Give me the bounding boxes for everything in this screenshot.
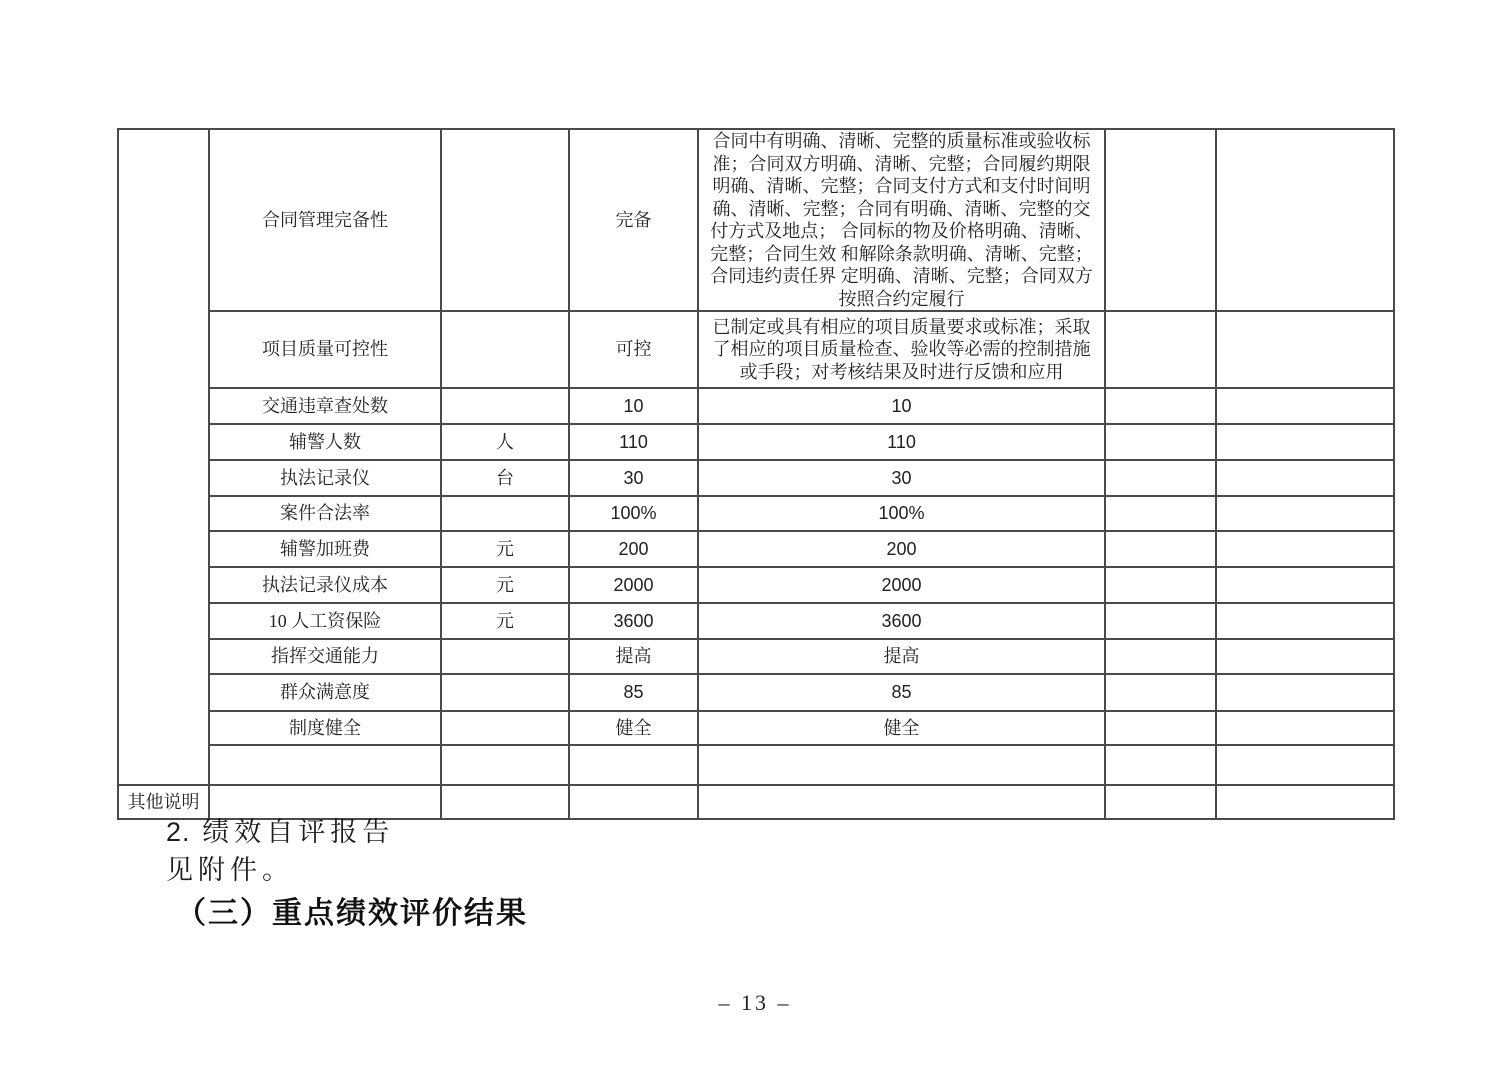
indicator-name-cell: 案件合法率 xyxy=(209,496,441,531)
description-cell: 提高 xyxy=(698,639,1105,674)
eval-cell-2 xyxy=(1216,603,1394,639)
value-cell: 2000 xyxy=(569,567,698,603)
indicator-name-cell: 辅警人数 xyxy=(209,424,441,460)
indicator-name-cell: 执法记录仪成本 xyxy=(209,567,441,603)
eval-cell-1 xyxy=(1105,424,1216,460)
table-row xyxy=(118,567,1394,603)
eval-cell-2 xyxy=(1216,388,1394,424)
table-row xyxy=(118,531,1394,567)
table-row xyxy=(118,424,1394,460)
eval-cell-2 xyxy=(1216,674,1394,711)
self-eval-report-text: 绩效自评报告 xyxy=(202,817,395,847)
value-cell: 健全 xyxy=(569,711,698,745)
indicator-name-cell: 合同管理完备性 xyxy=(209,129,441,311)
indicator-name-cell: 10 人工资保险 xyxy=(209,603,441,639)
eval-cell-1 xyxy=(1105,639,1216,674)
unit-cell xyxy=(441,785,569,819)
other-note-label: 其他说明 xyxy=(118,785,209,819)
unit-cell xyxy=(441,745,569,785)
value-cell: 30 xyxy=(569,460,698,496)
description-cell: 健全 xyxy=(698,711,1105,745)
value-cell: 85 xyxy=(569,674,698,711)
unit-cell xyxy=(441,129,569,311)
eval-cell-2 xyxy=(1216,129,1394,311)
table-row xyxy=(118,674,1394,711)
description-cell: 3600 xyxy=(698,603,1105,639)
indicator-name-cell: 辅警加班费 xyxy=(209,531,441,567)
eval-cell-2 xyxy=(1216,311,1394,388)
table-row xyxy=(118,388,1394,424)
indicator-name-cell: 群众满意度 xyxy=(209,674,441,711)
description-cell: 10 xyxy=(698,388,1105,424)
value-cell: 提高 xyxy=(569,639,698,674)
indicator-name-cell: 项目质量可控性 xyxy=(209,311,441,388)
unit-cell: 元 xyxy=(441,567,569,603)
eval-cell-1 xyxy=(1105,460,1216,496)
eval-cell-1 xyxy=(1105,388,1216,424)
self-eval-report-line xyxy=(166,810,394,849)
unit-cell xyxy=(441,311,569,388)
eval-cell-1 xyxy=(1105,531,1216,567)
merged-left-cell xyxy=(118,129,209,785)
table-row xyxy=(118,603,1394,639)
unit-cell xyxy=(441,388,569,424)
indicator-name-cell: 执法记录仪 xyxy=(209,460,441,496)
description-cell: 已制定或具有相应的项目质量要求或标准；采取了相应的项目质量检查、验收等必需的控制措施或手段；对考核结果及时进行反馈和应用 xyxy=(698,311,1105,388)
table-row xyxy=(118,496,1394,531)
table-row-empty xyxy=(118,745,1394,785)
eval-cell-1 xyxy=(1105,496,1216,531)
unit-cell xyxy=(441,711,569,745)
table-row xyxy=(118,460,1394,496)
eval-cell-2 xyxy=(1216,460,1394,496)
eval-cell-1 xyxy=(1105,785,1216,819)
indicator-name-cell: 制度健全 xyxy=(209,711,441,745)
description-cell: 110 xyxy=(698,424,1105,460)
list-number: 2. xyxy=(166,817,191,847)
unit-cell: 人 xyxy=(441,424,569,460)
eval-cell-2 xyxy=(1216,567,1394,603)
description-cell: 85 xyxy=(698,674,1105,711)
description-cell: 2000 xyxy=(698,567,1105,603)
value-cell: 完备 xyxy=(569,129,698,311)
description-cell: 30 xyxy=(698,460,1105,496)
table-row xyxy=(118,129,1394,311)
value-cell: 200 xyxy=(569,531,698,567)
unit-cell: 元 xyxy=(441,531,569,567)
see-attachment-line: 见附件。 xyxy=(166,855,294,885)
eval-cell-1 xyxy=(1105,674,1216,711)
value-cell: 100% xyxy=(569,496,698,531)
unit-cell xyxy=(441,639,569,674)
indicator-name-cell: 指挥交通能力 xyxy=(209,639,441,674)
value-cell: 110 xyxy=(569,424,698,460)
description-cell: 100% xyxy=(698,496,1105,531)
eval-cell-1 xyxy=(1105,311,1216,388)
eval-cell-1 xyxy=(1105,711,1216,745)
description-cell xyxy=(698,785,1105,819)
section-heading-key-results: （三）重点绩效评价结果 xyxy=(176,897,528,930)
value-cell: 可控 xyxy=(569,311,698,388)
table-row xyxy=(118,639,1394,674)
eval-cell-2 xyxy=(1216,531,1394,567)
page-number: – 13 – xyxy=(718,990,792,1015)
eval-cell-2 xyxy=(1216,496,1394,531)
eval-cell-1 xyxy=(1105,567,1216,603)
eval-cell-2 xyxy=(1216,785,1394,819)
eval-cell-1 xyxy=(1105,603,1216,639)
description-cell: 合同中有明确、清晰、完整的质量标准或验收标准；合同双方明确、清晰、完整；合同履约期限明确、清晰、完整；合同支付方式和支付时间明确、清晰、完整；合同有明确、清晰、完整的交付方式及地点； 合同标的物及价格明确、清晰、完整；合同生效 和解除条款明确、清晰、完整；合同违约责任界 定明确、清晰、完整；合同双方按照合约定履行 xyxy=(698,129,1105,311)
value-cell xyxy=(569,745,698,785)
indicator-table xyxy=(117,128,1395,820)
eval-cell-2 xyxy=(1216,745,1394,785)
description-cell: 200 xyxy=(698,531,1105,567)
table-row xyxy=(118,311,1394,388)
value-cell: 3600 xyxy=(569,603,698,639)
unit-cell xyxy=(441,674,569,711)
eval-cell-1 xyxy=(1105,129,1216,311)
table-row xyxy=(118,711,1394,745)
indicator-name-cell: 交通违章查处数 xyxy=(209,388,441,424)
eval-cell-2 xyxy=(1216,711,1394,745)
value-cell: 10 xyxy=(569,388,698,424)
unit-cell: 台 xyxy=(441,460,569,496)
indicator-name-cell xyxy=(209,745,441,785)
description-cell xyxy=(698,745,1105,785)
unit-cell xyxy=(441,496,569,531)
value-cell xyxy=(569,785,698,819)
eval-cell-2 xyxy=(1216,424,1394,460)
eval-cell-1 xyxy=(1105,745,1216,785)
unit-cell: 元 xyxy=(441,603,569,639)
eval-cell-2 xyxy=(1216,639,1394,674)
